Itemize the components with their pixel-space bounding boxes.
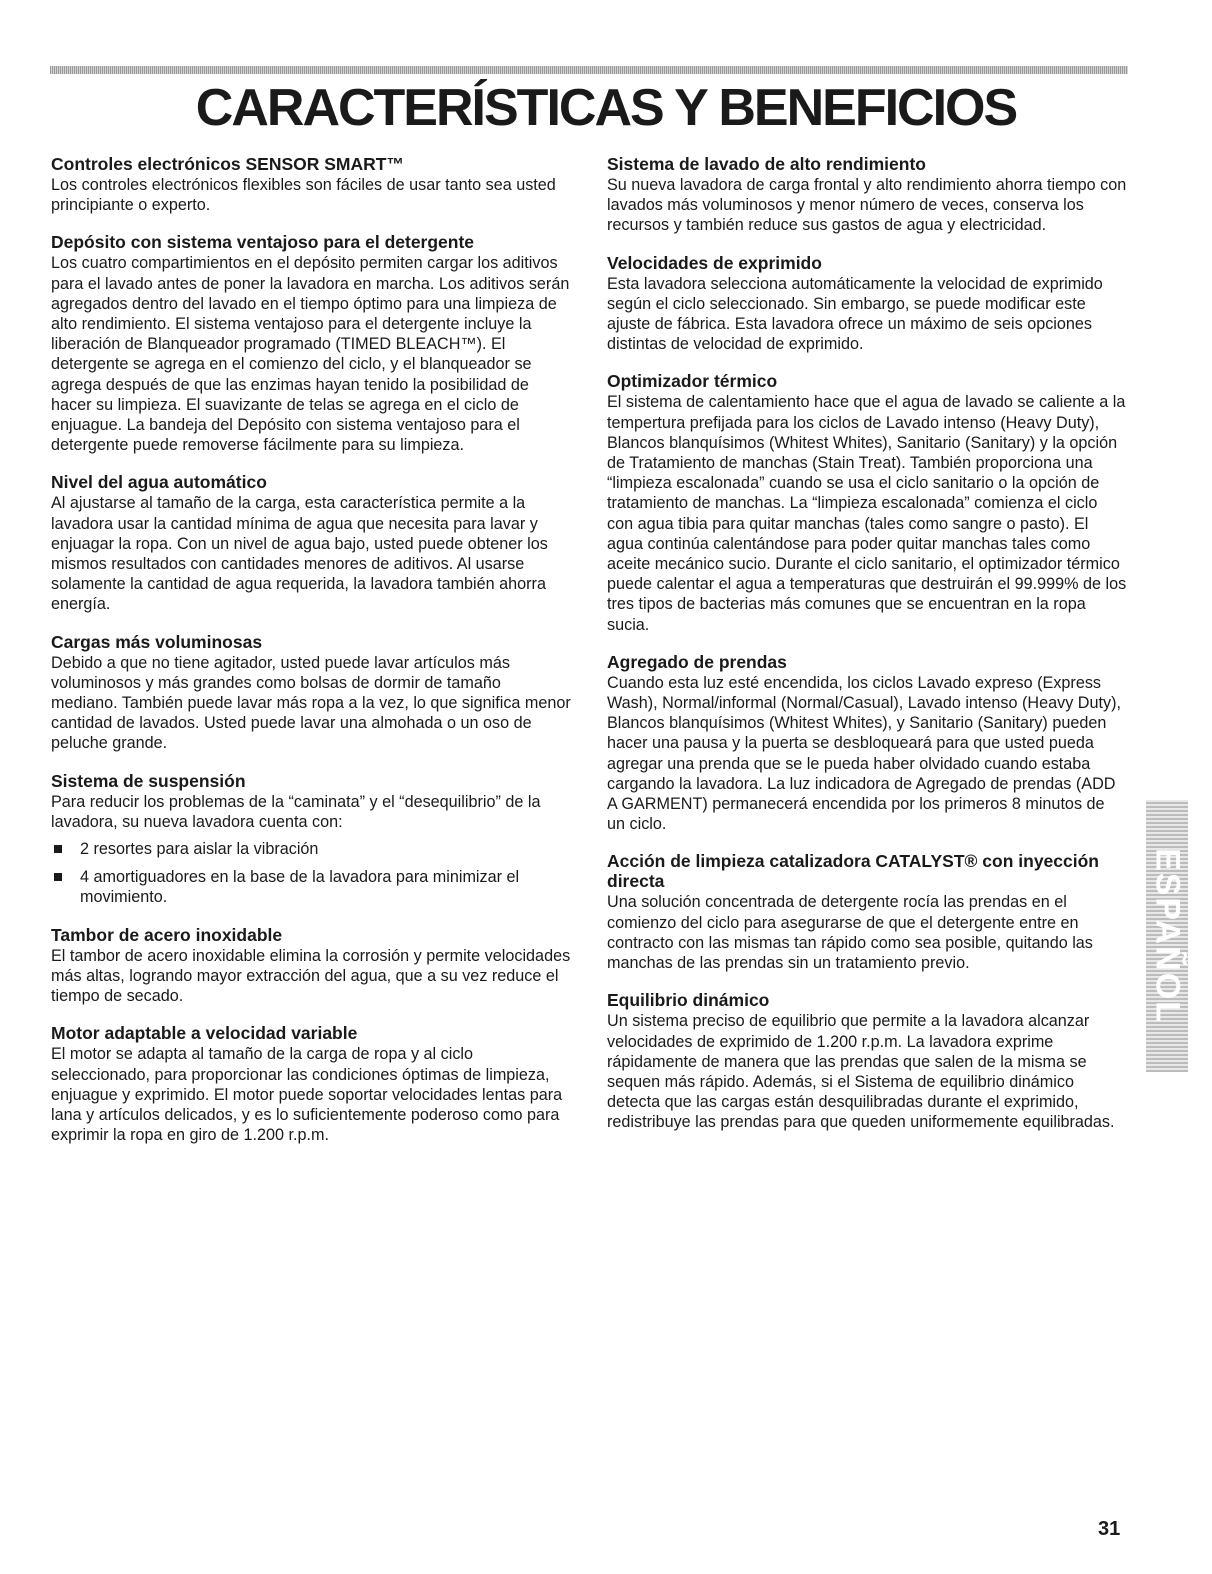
section-stainless-drum <box>51 925 571 1007</box>
section-heading: Sistema de lavado de alto rendimiento <box>607 154 926 174</box>
section-spin-speeds <box>607 253 1127 355</box>
right-column <box>607 154 1127 1150</box>
section-heading: Depósito con sistema ventajoso para el detergente <box>51 232 475 253</box>
bullet-list <box>51 839 571 908</box>
section-heading: Sistema de suspensión <box>51 770 246 791</box>
section-add-garment <box>607 652 1127 835</box>
section-suspension <box>51 771 571 908</box>
section-detergent-dispenser <box>51 232 571 455</box>
section-body: Su nueva lavadora de carga frontal y alto rendimiento ahorra tiempo con lavados más voluminosos y menor número de veces, conserva los recursos y también reduce sus gastos de agua y electricidad. <box>607 176 1127 235</box>
section-body: Los cuatro compartimientos en el depósito permiten cargar los aditivos para el lavado antes de poner la lavadora en marcha. Los aditivos serán agregados dentro del lavado en el tiempo óptimo para una limpieza de alto rendimiento. El sistema ventajoso para el detergente incluye la liberación de Blanqueador programado (TIMED BLEACH™). El detergente se agrega en el comienzo del ciclo, y el blanqueador se agrega después de que las enzimas hayan tenido la posibilidad de hacer su limpieza. El suavizante de telas se agrega en el ciclo de enjuague. La bandeja del Depósito con sistema ventajoso para el detergente puede removerse fácilmente para su limpieza. <box>51 254 570 455</box>
section-body: Esta lavadora selecciona automáticamente la velocidad de exprimido según el ciclo seleccionado. Sin embargo, se puede modificar este ajuste de fábrica. Esta lavadora ofrece un máximo de seis opciones distintas de velocidad de exprimido. <box>607 274 1103 354</box>
section-bulky-loads <box>51 632 571 754</box>
section-catalyst <box>607 851 1127 973</box>
section-dynamic-balance <box>607 990 1127 1132</box>
section-water-level <box>51 472 571 614</box>
page-number: 31 <box>1098 1518 1121 1540</box>
section-body: El sistema de calentamiento hace que el agua de lavado se caliente a la tempertura prefijada para los ciclos de Lavado intenso (Heavy Duty), Blancos blanquísimos (Whitest Whites), Sanitario (Sanitary) y la opción de Tratamiento de manchas (Stain Treat). También proporciona una “limpieza escalonada” cuando se usa el ciclo sanitario o la opción de tratamiento de manchas. La “limpieza escalonada” comienza el ciclo con agua tibia para quitar manchas (tales como sangre o pasto). El agua continúa calentándose para poder quitar manchas tales como aceite mecánico sucio. Durante el ciclo sanitario, el optimizador térmico puede calentar el agua a temperaturas que destruirán el 99.999% de los tres tipos de bacterias más comunes que se encuentran en la ropa sucia. <box>607 393 1127 634</box>
page-title: CARACTERÍSTICAS Y BENEFICIOS <box>195 79 1017 137</box>
section-heading: Agregado de prendas <box>607 651 787 672</box>
section-body: Los controles electrónicos flexibles son fáciles de usar tanto sea usted principiante o experto. <box>51 176 556 215</box>
list-item-text: 2 resortes para aislar la vibración <box>80 840 319 859</box>
section-heading: Tambor de acero inoxidable <box>51 924 283 945</box>
list-item <box>51 867 571 907</box>
section-body: Un sistema preciso de equilibrio que permite a la lavadora alcanzar velocidades de exprimido de 1.200 r.p.m. La lavadora exprime rápidamente de manera que las prendas que salen de la misma se sequen más rápido. Además, si el Sistema de equilibrio dinámico detecta que las cargas están desquilibradas durante el exprimido, redistribuye las prendas para que queden uniformemente equilibradas. <box>607 1012 1115 1132</box>
section-heading: Controles electrónicos SENSOR SMART™ <box>51 154 404 174</box>
section-sensor-smart <box>51 154 571 215</box>
section-variable-motor <box>51 1023 571 1145</box>
section-body: Al ajustarse al tamaño de la carga, esta característica permite a la lavadora usar la cantidad mínima de agua que necesita para lavar y enjuagar la ropa. Con un nivel de agua bajo, usted puede obtener los mismos resultados con cantidades menores de aditivos. Al usarse solamente la cantidad de agua requerida, la lavadora también ahorra energía. <box>51 494 548 614</box>
section-body: El tambor de acero inoxidable elimina la corrosión y permite velocidades más altas, logrando mayor extracción del agua, que a su vez reduce el tiempo de secado. <box>51 946 571 1006</box>
section-heading: Optimizador térmico <box>607 371 778 392</box>
section-heading: Motor adaptable a velocidad variable <box>51 1023 358 1044</box>
section-heading: Cargas más voluminosas <box>51 631 263 652</box>
left-column <box>51 154 571 1162</box>
section-body: Una solución concentrada de detergente rocía las prendas en el comienzo del ciclo para asegurarse de que el detergente entre en contracto con las mismas tan rápido como sea posible, quitando las manchas de las prendas sin un tratamiento previo. <box>607 893 1093 973</box>
section-heading: Nivel del agua automático <box>51 472 267 493</box>
section-body: El motor se adapta al tamaño de la carga de ropa y al ciclo seleccionado, para proporcionar las condiciones óptimas de limpieza, enjuague y exprimido. El motor puede soportar velocidades lentas para lana y artículos delicados, y es lo suficientemente poderoso como para exprimir la ropa en giro de 1.200 r.p.m. <box>51 1045 563 1145</box>
section-body: Debido a que no tiene agitador, usted puede lavar artículos más voluminosos y más grandes como bolsas de dormir de tamaño mediano. También puede lavar más ropa a la vez, lo que significa menor cantidad de lavados. Usted puede lavar una almohada o un oso de peluche grande. <box>51 653 571 753</box>
side-tab-label: ESPAÑOL <box>1148 848 1187 1024</box>
section-heading: Velocidades de exprimido <box>607 252 822 273</box>
language-side-tab <box>1146 800 1188 1072</box>
section-thermal-optimizer <box>607 371 1127 634</box>
square-bullet-icon <box>54 845 62 853</box>
list-item <box>51 839 571 859</box>
section-high-efficiency <box>607 154 1127 236</box>
section-body: Cuando esta luz esté encendida, los ciclos Lavado expreso (Express Wash), Normal/informal (Normal/Casual), Lavado intenso (Heavy Duty), Blancos blanquísimos (Whitest Whites), y Sanitario (Sanitary) pueden hacer una pausa y la puerta se desbloqueará para que usted pueda agregar una prenda que se le pueda haber olvidado cuando estaba cargando la lavadora. La luz indicadora de Agregado de prendas (ADD A GARMENT) permanecerá encendida por los primeros 8 minutos de un ciclo. <box>607 673 1121 834</box>
header-rule <box>50 66 1128 74</box>
section-heading: Equilibrio dinámico <box>607 990 770 1011</box>
section-body: Para reducir los problemas de la “caminata” y el “desequilibrio” de la lavadora, su nueva lavadora cuenta con: <box>51 792 541 831</box>
square-bullet-icon <box>54 873 62 881</box>
list-item-text: 4 amortiguadores en la base de la lavadora para minimizar el movimiento. <box>80 868 520 907</box>
section-heading: Acción de limpieza catalizadora CATALYST® con inyección directa <box>607 851 1099 892</box>
